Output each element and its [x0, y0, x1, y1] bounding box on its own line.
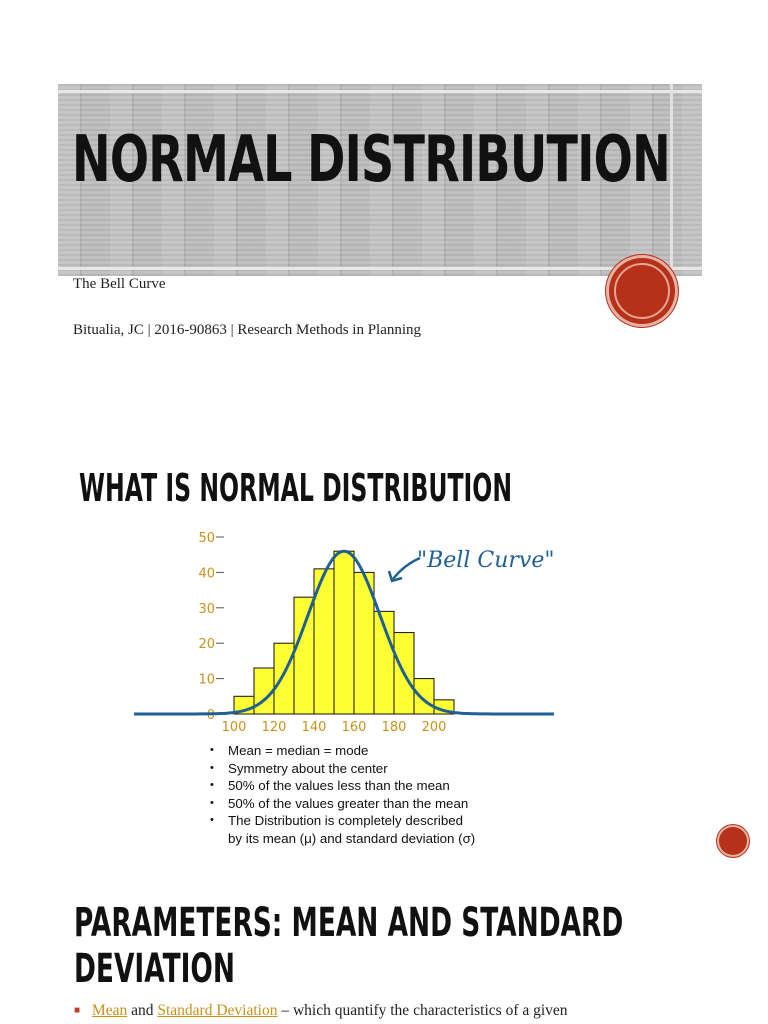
- section-title: [74, 900, 623, 992]
- bullet-square-icon: ■: [74, 1005, 81, 1016]
- histogram-chart: [120, 525, 570, 740]
- bell-curve-annotation: "Bell Curve": [417, 548, 555, 573]
- list-item: • Symmetry about the center: [210, 760, 475, 778]
- x-tick-label: 100: [221, 720, 247, 735]
- banner-top-rule: [58, 90, 702, 93]
- y-tick-label: 10: [198, 672, 215, 688]
- y-tick-label: 30: [198, 601, 215, 617]
- key-properties-list: [210, 742, 475, 847]
- histogram-bar-6: [334, 551, 354, 714]
- banner-side-rule: [670, 84, 673, 276]
- body-text: – which quantify the characteristics of a given: [281, 1002, 568, 1019]
- decorative-circle-icon: [609, 258, 675, 324]
- list-item: • Mean = median = mode: [210, 742, 475, 760]
- list-item: • 50% of the values less than the mean: [210, 777, 475, 795]
- histogram-bar-3: [274, 643, 294, 714]
- x-axis-ticks: [222, 720, 447, 735]
- slide-title: NORMAL DISTRIBUTION: [72, 123, 670, 197]
- annotation-arrow-icon: [393, 558, 420, 579]
- x-tick-label: 140: [301, 720, 327, 735]
- x-tick-label: 200: [421, 720, 447, 735]
- histogram-bars: [234, 551, 454, 714]
- slide-subtitle: The Bell Curve: [73, 276, 166, 292]
- y-tick-label: 20: [198, 637, 215, 653]
- x-tick-label: 120: [261, 720, 287, 735]
- y-tick-label: 0: [206, 708, 215, 723]
- list-item: • The Distribution is completely described: [210, 812, 475, 830]
- section-title-line: PARAMETERS: MEAN AND STANDARD: [74, 900, 624, 946]
- histogram-bar-10: [414, 679, 434, 714]
- list-item-continuation: by its mean (μ) and standard deviation (σ): [228, 830, 476, 846]
- x-tick-label: 160: [341, 720, 367, 735]
- mean-link[interactable]: Mean: [91, 1002, 128, 1019]
- section-title-line: DEVIATION: [74, 946, 235, 992]
- y-tick-label: 40: [198, 566, 215, 582]
- decorative-circle-icon: [719, 827, 747, 855]
- histogram-bar-4: [294, 597, 314, 714]
- section-title: WHAT IS NORMAL DISTRIBUTION: [79, 466, 513, 510]
- conjunction-text: and: [131, 1002, 154, 1019]
- y-tick-label: 50: [198, 531, 215, 546]
- body-paragraph: [74, 1001, 696, 1020]
- banner-bottom-rule: [58, 267, 702, 270]
- x-tick-label: 180: [381, 720, 407, 735]
- standard-deviation-link[interactable]: Standard Deviation: [157, 1002, 278, 1019]
- list-item: • 50% of the values greater than the mean: [210, 795, 475, 813]
- y-axis-ticks: [198, 531, 224, 723]
- author-byline: Bitualia, JC | 2016-90863 | Research Methods in Planning: [73, 322, 422, 338]
